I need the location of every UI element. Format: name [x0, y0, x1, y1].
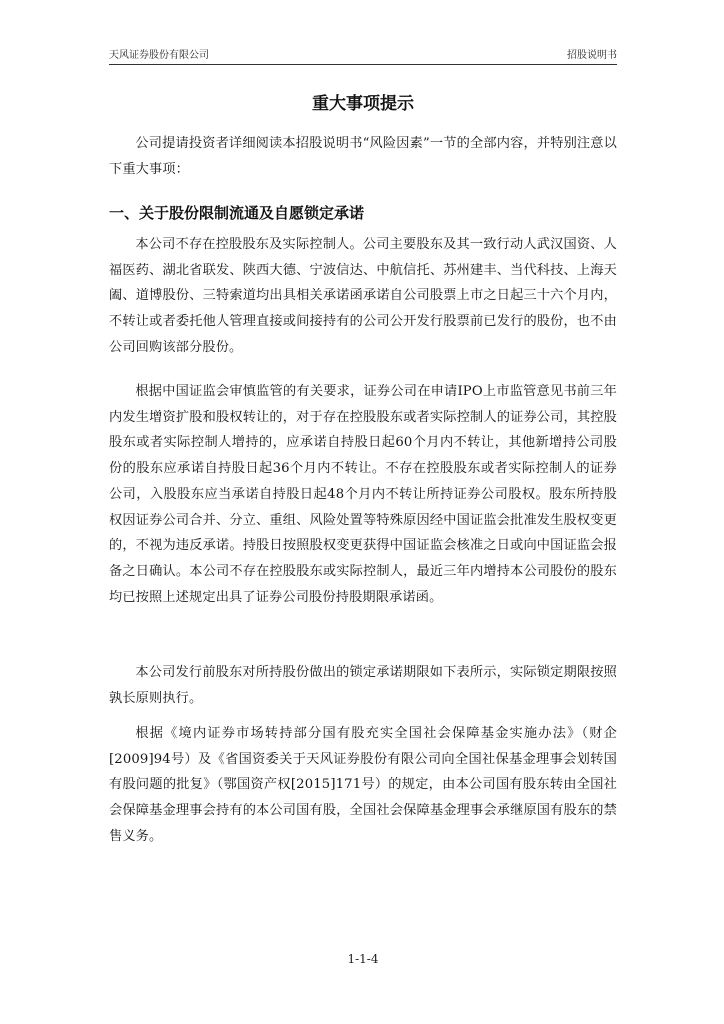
- paragraph-state-shares-transfer: 根据《境内证券市场转持部分国有股充实全国社会保障基金实施办法》（财企[2009]94号）及《省国资委关于天风证券股份有限公司向全国社保基金理事会划转国有股问题的批复》（鄂国资产权[2015]171号）的规定，由本公司国有股东转由全国社会保障基金理事会持有的本公司国有股，全国社会保障基金理事会承继原国有股东的禁售义务。: [109, 726, 617, 844]
- section-heading: 一、关于股份限制流通及自愿锁定承诺: [109, 204, 365, 222]
- page-title: 重大事项提示: [312, 94, 414, 114]
- header-company-name: 天风证券股份有限公司: [109, 50, 209, 61]
- paragraph-no-controlling-shareholder: 本公司不存在控股股东及实际控制人。公司主要股东及其一致行动人武汉国资、人福医药、湖北省联发、陕西大德、宁波信达、中航信托、苏州建丰、当代科技、上海天阖、道博股份、三特索道均出具相关承诺函承诺自公司股票上市之日起三十六个月内，不转让或者委托他人管理直接或间接持有的公司公开发行股票前已发行的股份，也不由公司回购该部分股份。: [109, 237, 617, 355]
- paragraph-csrc-requirements: 根据中国证监会审慎监管的有关要求，证券公司在申请IPO上市监管意见书前三年内发生增资扩股和股权转让的，对于存在控股股东或者实际控制人的证券公司，其控股股东或者实际控制人增持的，应承诺自持股日起60个月内不转让，其他新增持公司股份的股东应承诺自持股日起36个月内不转让。不存在控股股东或者实际控制人的证券公司，入股股东应当承诺自持股日起48个月内不转让所持证券公司股权。股东所持股权因证券公司合并、分立、重组、风险处置等特殊原因经中国证监会批准发生股权变更的，不视为违反承诺。持股日按照股权变更获得中国证监会核准之日或向中国证监会报备之日确认。本公司不存在控股股东或实际控制人，最近三年内增持本公司股份的股东均已按照上述规定出具了证券公司股份持股期限承诺函。: [109, 384, 617, 605]
- header-document-type: 招股说明书: [567, 50, 617, 61]
- page-number: 1-1-4: [347, 952, 379, 966]
- paragraph-lockup-table-intro: 本公司发行前股东对所持股份做出的锁定承诺期限如下表所示，实际锁定期限按照孰长原则执行。: [109, 665, 617, 706]
- page-header: [109, 48, 617, 65]
- intro-paragraph: 公司提请投资者详细阅读本招股说明书“风险因素”一节的全部内容，并特别注意以下重大事项：: [109, 136, 617, 177]
